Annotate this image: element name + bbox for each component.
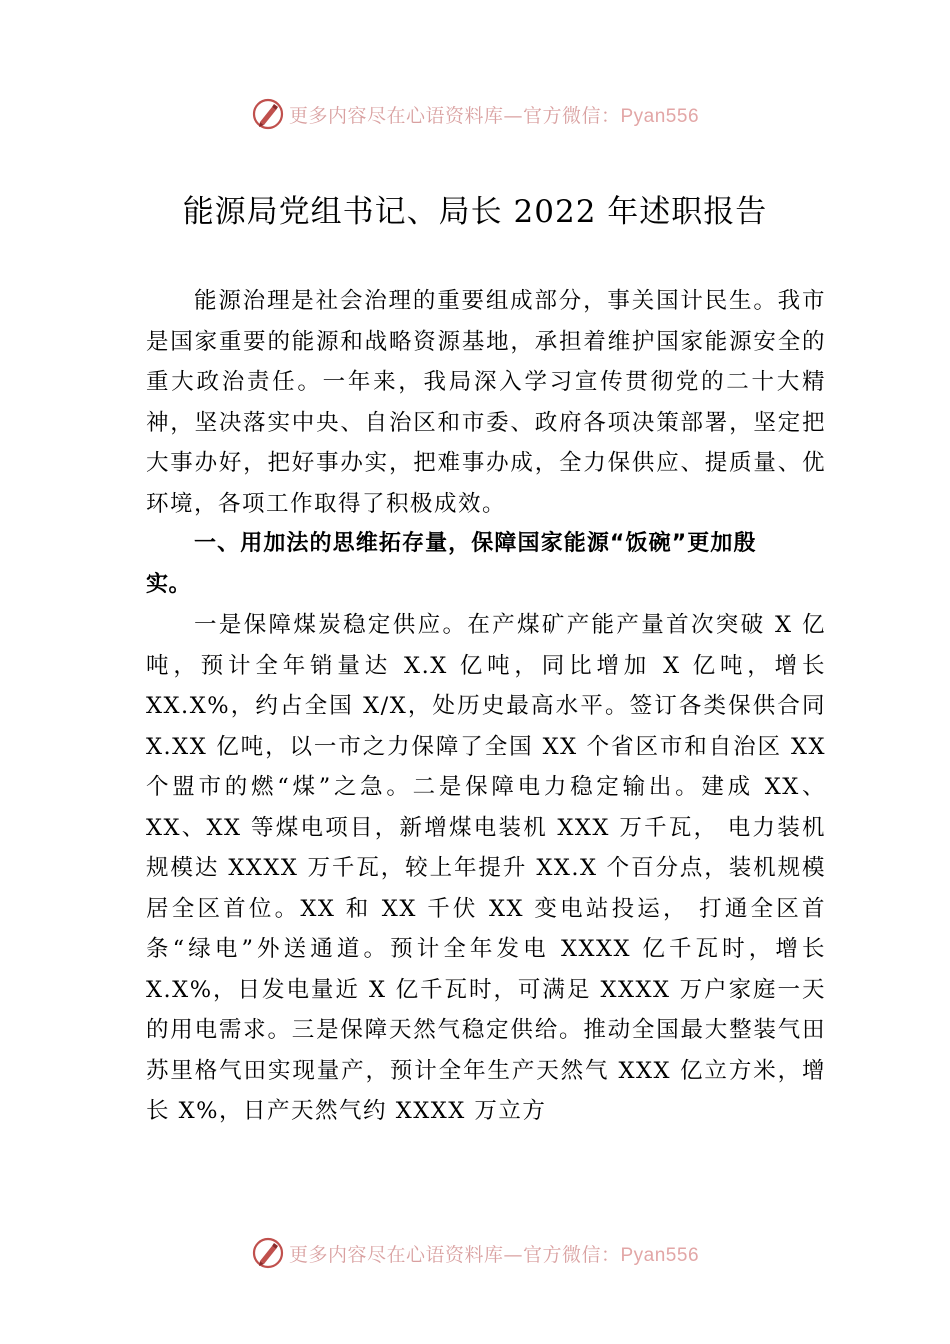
wechat-handle: Pyan556 [620, 105, 700, 127]
watermark-text: 更多内容尽在心语资料库—官方微信：Pyan556 [288, 104, 700, 127]
document-title: 能源局党组书记、局长 2022 年述职报告 [182, 194, 768, 230]
section-paragraph: 一是保障煤炭稳定供应。在产煤矿产能产量首次突破 X 亿吨，预计全年销量达 X.X 亿吨，同比增加 X 亿吨，增长 XX.X%，约占全国 X/X，处历史最高水平。签订各类保供合同 X.XX 亿吨，以一市之力保障了全国 XX 个省区市和自治区 XX 个盟市的燃“煤”之急。二是保障电力稳定输出。建成 XX、XX、XX 等煤电项目，新增煤电装机 XXX 万千瓦， 电力装机规模达 XXXX 万千瓦，较上年提升 XX.X 个百分点，装机规模居全区首位。XX 和 XX 千伏 XX 变电站投运， 打通全区首条“绿电”外送通道。预计全年发电 XXXX 亿千瓦时，增长 X.X%，日发电量近 X 亿千瓦时，可满足 XXXX 万户家庭一天的用电需求。三是保障天然气稳定供给。推动全国最大整装气田苏里格气田实现量产，预计全年生产天然气 XXX 亿立方米，增长 X%，日产天然气约 XXXX 万立方 [146, 612, 826, 1124]
intro-paragraph: 能源治理是社会治理的重要组成部分，事关国计民生。我市是国家重要的能源和战略资源基地，承担着维护国家能源安全的重大政治责任。一年来，我局深入学习宣传贯彻党的二十大精神，坚决落实中央、自治区和市委、政府各项决策部署，坚定把大事办好，把好事办实，把难事办成，全力保供应、提质量、优环境，各项工作取得了积极成效。 [146, 288, 826, 517]
watermark-banner-bottom [0, 1233, 950, 1273]
document-body [146, 281, 826, 1132]
pen-logo-icon [251, 1236, 285, 1270]
watermark-banner-top [0, 94, 950, 134]
watermark-text: 更多内容尽在心语资料库—官方微信：Pyan556 [288, 1243, 700, 1266]
pen-logo-icon [251, 97, 285, 131]
section-heading: 一、用加法的思维拓存量，保障国家能源“饭碗”更加殷实。 [146, 531, 756, 597]
wechat-handle: Pyan556 [620, 1244, 700, 1266]
